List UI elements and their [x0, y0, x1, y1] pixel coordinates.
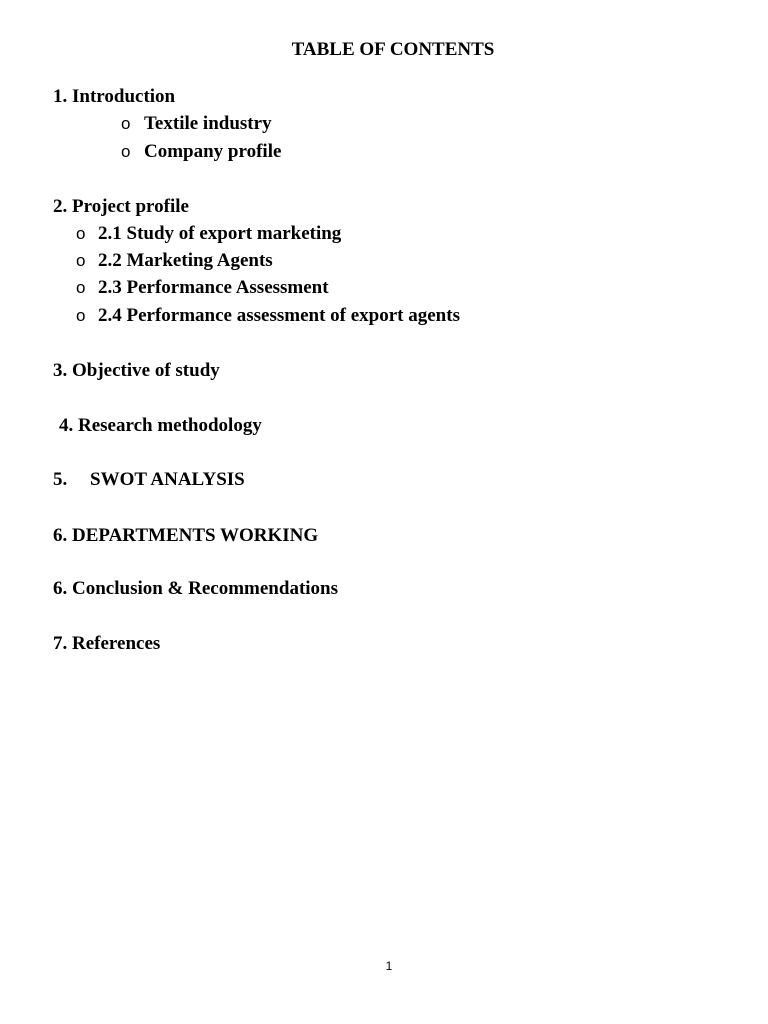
- bullet-icon: o: [121, 142, 131, 161]
- bullet-icon: o: [76, 278, 86, 297]
- toc-entry-swot-analysis: [53, 468, 245, 492]
- bullet-icon: o: [76, 224, 86, 243]
- toc-entry-number: 5.: [53, 469, 68, 490]
- toc-subentry-performance-assessment: 2.3 Performance Assessment: [98, 277, 329, 298]
- toc-subentry-company-profile: Company profile: [144, 141, 282, 162]
- bullet-icon: o: [76, 251, 86, 270]
- page-number: 1: [385, 959, 393, 973]
- toc-subentry-textile-industry: Textile industry: [144, 113, 272, 134]
- toc-entry-references: 7. References: [53, 633, 161, 654]
- toc-entry-text: SWOT ANALYSIS: [90, 469, 245, 490]
- page-title: TABLE OF CONTENTS: [291, 39, 495, 60]
- toc-subentry-performance-export-agents: 2.4 Performance assessment of export agents: [98, 305, 460, 326]
- bullet-icon: o: [76, 306, 86, 325]
- toc-subentry-study-export-marketing: 2.1 Study of export marketing: [98, 223, 342, 244]
- toc-entry-objective-of-study: 3. Objective of study: [53, 360, 220, 381]
- toc-entry-conclusion-recommendations: 6. Conclusion & Recommendations: [53, 578, 339, 599]
- toc-entry-research-methodology: 4. Research methodology: [59, 415, 262, 436]
- toc-entry-introduction: 1. Introduction: [53, 86, 176, 107]
- bullet-icon: o: [121, 114, 131, 133]
- toc-entry-project-profile: 2. Project profile: [53, 196, 189, 217]
- toc-entry-departments-working: 6. DEPARTMENTS WORKING: [53, 525, 319, 546]
- toc-subentry-marketing-agents: 2.2 Marketing Agents: [98, 250, 273, 271]
